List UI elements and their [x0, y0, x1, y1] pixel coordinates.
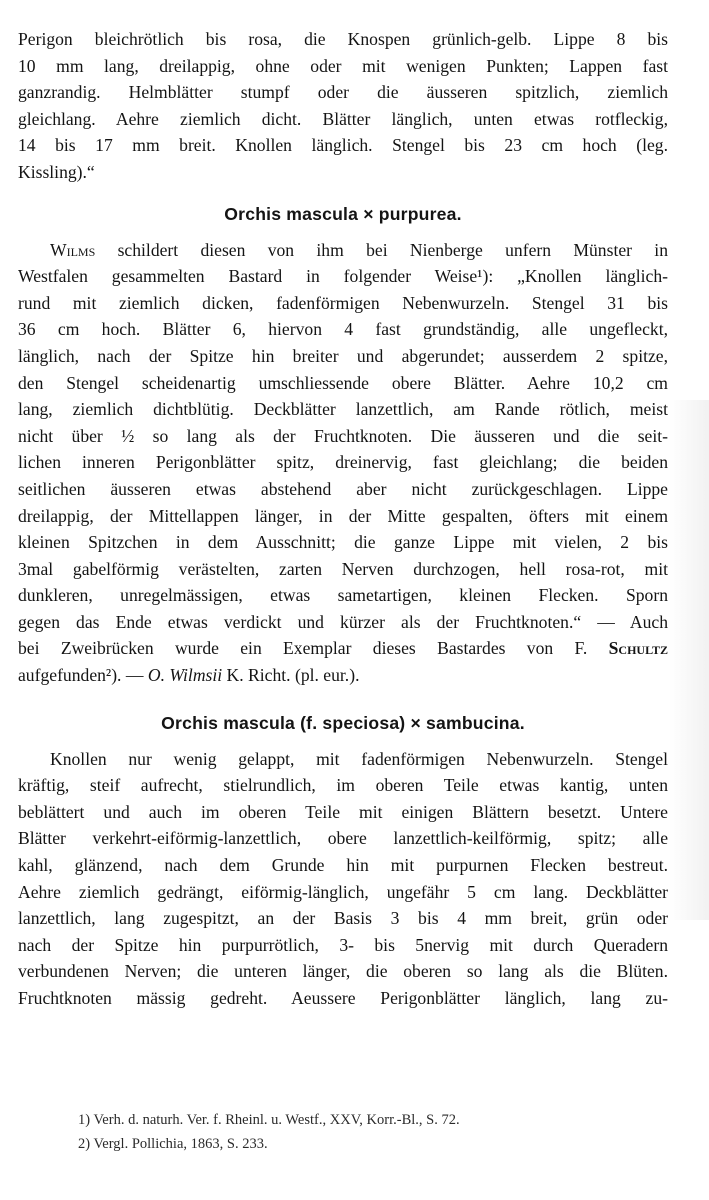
text-line: nicht über ½ so lang als der Fruchtknoten. Die äusseren und die seit-: [18, 425, 668, 446]
text-line: lang, ziemlich dichtblütig. Deckblätter lanzettlich, am Rande rötlich, meist: [18, 399, 668, 420]
text-line: 10 mm lang, dreilappig, ohne oder mit wenigen Punkten; Lappen fast: [18, 55, 668, 76]
text-line: [18, 662, 668, 689]
text-line: kahl, glänzend, nach dem Grunde hin mit purpurnen Flecken bestreut.: [18, 855, 668, 876]
text-line: kleinen Spitzchen in dem Ausschnitt; die ganze Lippe mit vielen, 2 bis: [18, 532, 668, 553]
section-heading-mascula-purpurea: Orchis mascula × purpurea.: [224, 203, 462, 224]
paragraph-2: [18, 237, 668, 689]
author-name: Schultz: [608, 638, 668, 659]
text-line: Kissling).“: [18, 161, 95, 182]
scan-shadow: [669, 400, 709, 920]
text-line: rund mit ziemlich dicken, fadenförmigen Nebenwurzeln. Stengel 31 bis: [18, 292, 668, 313]
text-line: Westfalen gesammelten Bastard in folgender Weise¹): „Knollen länglich-: [18, 266, 668, 287]
footnotes: [78, 1108, 460, 1156]
text-line: gegen das Ende etwas verdickt und kürzer als der Fruchtknoten.“ — Auch: [18, 611, 668, 632]
text-line: kräftig, steif aufrecht, stielrundlich, im oberen Teile etwas kantig, unten: [18, 775, 668, 796]
text-fragment: bei Zweibrücken wurde ein Exemplar dieses Bastardes von F.: [18, 638, 609, 659]
text-line: ganzrandig. Helmblätter stumpf oder die äusseren spitzlich, ziemlich: [18, 82, 668, 103]
text-line: den Stengel scheidenartig umschliessende obere Blätter. Aehre 10,2 cm: [18, 372, 668, 393]
page-content: [18, 26, 668, 1012]
text-line: beblättert und auch im oberen Teile mit einigen Blättern besetzt. Untere: [18, 801, 668, 822]
text-line: dreilappig, der Mittellappen länger, in der Mitte gespalten, öfters mit einem: [18, 505, 668, 526]
text-line: Fruchtknoten mässig gedreht. Aeussere Perigonblätter länglich, lang zu-: [18, 988, 668, 1008]
text-line: dunkleren, unregelmässigen, etwas sametartigen, kleinen Flecken. Sporn: [18, 585, 668, 606]
text-fragment: K. Richt. (pl. eur.).: [222, 665, 360, 686]
text-line: Aehre ziemlich gedrängt, eiförmig-länglich, ungefähr 5 cm lang. Deckblätter: [18, 881, 668, 902]
text-line: 14 bis 17 mm breit. Knollen länglich. Stengel bis 23 cm hoch (leg.: [18, 135, 668, 156]
text-line: gleichlang. Aehre ziemlich dicht. Blätter länglich, unten etwas rotfleckig,: [18, 108, 668, 129]
text-line: länglich, nach der Spitze hin breiter und abgerundet; ausserdem 2 spitze,: [18, 345, 668, 366]
text-line: [18, 635, 668, 662]
taxon-name: O. Wilmsii: [147, 665, 223, 686]
text-line: Knollen nur wenig gelappt, mit fadenförmigen Nebenwurzeln. Stengel: [50, 748, 668, 769]
paragraph-3: [18, 746, 668, 1012]
text-line: nach der Spitze hin purpurrötlich, 3- bis 5nervig mit durch Queradern: [18, 934, 668, 955]
text-fragment: schildert diesen von ihm bei Nienberge unfern Münster in: [95, 239, 668, 260]
section-heading-mascula-sambucina: Orchis mascula (f. speciosa) × sambucina.: [161, 712, 525, 733]
text-fragment: aufgefunden²). —: [18, 665, 148, 686]
text-line: 36 cm hoch. Blätter 6, hiervon 4 fast grundständig, alle ungefleckt,: [18, 319, 668, 340]
text-line: verbundenen Nerven; die unteren länger, die oberen so lang als die Blüten.: [18, 961, 668, 982]
text-line: lanzettlich, lang zugespitzt, an der Basis 3 bis 4 mm breit, grün oder: [18, 908, 668, 929]
paragraph-1: [18, 26, 668, 186]
footnote-1: 1) Verh. d. naturh. Ver. f. Rheinl. u. Westf., XXV, Korr.-Bl., S. 72.: [78, 1112, 460, 1128]
author-name: Wilms: [50, 239, 96, 260]
footnote-2: 2) Vergl. Pollichia, 1863, S. 233.: [78, 1136, 268, 1152]
text-line: seitlichen äusseren etwas abstehend aber nicht zurückgeschlagen. Lippe: [18, 478, 668, 499]
text-line: Blätter verkehrt-eiförmig-lanzettlich, obere lanzettlich-keilförmig, spitz; alle: [18, 828, 668, 849]
text-line: lichen inneren Perigonblätter spitz, dreinervig, fast gleichlang; die beiden: [18, 452, 668, 473]
text-line: 3mal gabelförmig verästelten, zarten Nerven durchzogen, hell rosa-rot, mit: [18, 558, 668, 579]
text-line: Perigon bleichrötlich bis rosa, die Knospen grünlich-gelb. Lippe 8 bis: [18, 29, 668, 49]
text-line: [18, 237, 668, 264]
